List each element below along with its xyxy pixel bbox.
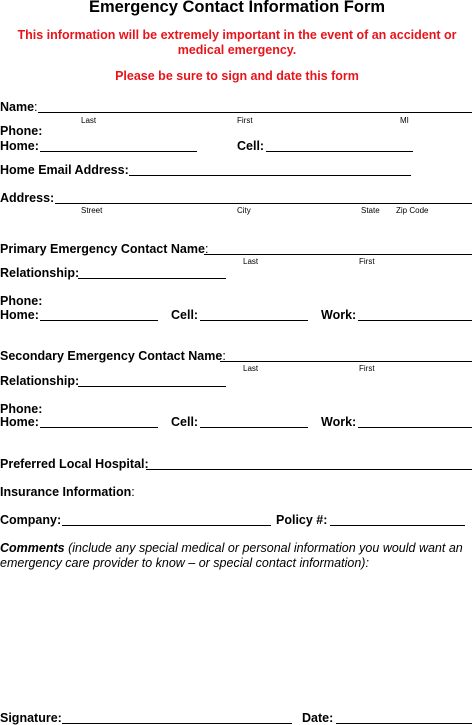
secondary-relationship-field[interactable] [78, 386, 226, 387]
name-mi-hint: MI [400, 116, 409, 125]
secondary-home-field[interactable] [40, 427, 158, 428]
hospital-field[interactable] [146, 469, 472, 470]
cell-phone-field[interactable] [266, 151, 413, 152]
primary-first-hint: First [359, 257, 375, 266]
sign-date-notice: Please be sure to sign and date this form [115, 69, 359, 83]
address-zip-hint: Zip Code [396, 206, 429, 215]
primary-contact-name-field[interactable] [204, 254, 472, 255]
primary-work-label: Work: [321, 308, 357, 322]
address-field[interactable] [55, 203, 472, 204]
address-street-hint: Street [81, 206, 103, 215]
date-field[interactable] [336, 723, 472, 724]
address-label: Address: [0, 191, 55, 205]
primary-relationship-field[interactable] [78, 278, 226, 279]
primary-home-field[interactable] [40, 320, 158, 321]
company-field[interactable] [62, 525, 271, 526]
email-field[interactable] [129, 175, 411, 176]
email-label: Home Email Address: [0, 163, 129, 177]
name-label: Name: [0, 100, 38, 114]
insurance-label: Insurance Information: [0, 485, 135, 499]
primary-home-label: Home: [0, 308, 39, 322]
policy-label: Policy #: [276, 513, 328, 527]
secondary-cell-field[interactable] [200, 427, 308, 428]
primary-phone-label: Phone: [0, 294, 43, 308]
secondary-last-hint: Last [243, 364, 259, 373]
secondary-cell-label: Cell: [171, 415, 199, 429]
secondary-home-label: Home: [0, 415, 39, 429]
phone-label: Phone: [0, 124, 43, 138]
date-label: Date: [302, 711, 334, 725]
secondary-first-hint: First [359, 364, 375, 373]
address-city-hint: City [237, 206, 251, 215]
primary-last-hint: Last [243, 257, 259, 266]
secondary-relationship-label: Relationship: [0, 374, 80, 388]
primary-contact-label: Primary Emergency Contact Name: [0, 242, 209, 256]
primary-cell-field[interactable] [200, 320, 308, 321]
secondary-phone-label: Phone: [0, 402, 43, 416]
hospital-label: Preferred Local Hospital: [0, 457, 149, 471]
company-label: Company: [0, 513, 62, 527]
name-field[interactable] [38, 112, 472, 113]
name-last-hint: Last [81, 116, 97, 125]
secondary-contact-name-field[interactable] [220, 361, 472, 362]
primary-relationship-label: Relationship: [0, 266, 80, 280]
primary-cell-label: Cell: [171, 308, 199, 322]
secondary-work-label: Work: [321, 415, 357, 429]
home-phone-field[interactable] [40, 151, 197, 152]
name-first-hint: First [237, 116, 253, 125]
home-phone-label: Home: [0, 139, 39, 153]
signature-field[interactable] [62, 723, 292, 724]
secondary-contact-label: Secondary Emergency Contact Name: [0, 349, 226, 363]
address-state-hint: State [361, 206, 380, 215]
comments-instructions: Comments (include any special medical or personal information you would want an emergency care provider to know – or special contact information): [0, 541, 463, 570]
primary-work-field[interactable] [358, 320, 472, 321]
signature-label: Signature: [0, 711, 62, 725]
importance-notice: This information will be extremely important in the event of an accident or medical emergency. [17, 28, 457, 57]
secondary-work-field[interactable] [358, 427, 472, 428]
policy-field[interactable] [330, 525, 465, 526]
form-title: Emergency Contact Information Form [88, 0, 386, 16]
cell-phone-label: Cell: [237, 139, 265, 153]
comments-area[interactable] [0, 572, 474, 672]
